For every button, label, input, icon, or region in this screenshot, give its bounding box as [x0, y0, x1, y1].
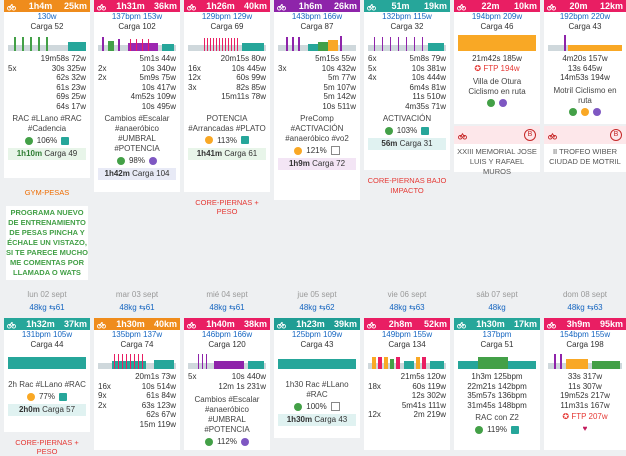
workout-chart: [548, 351, 622, 369]
event-card[interactable]: [544, 126, 626, 172]
duration: 2h8m: [388, 319, 413, 329]
interval-row: 19m52s 217w: [560, 391, 610, 400]
distance: 26km: [333, 1, 357, 11]
bike-icon: [187, 320, 196, 329]
day-header: lun 02 sept: [27, 290, 67, 299]
interval-row: 61s 23w: [56, 82, 86, 92]
distance: 52km: [423, 319, 447, 329]
heart-rate-icon: ⇆: [138, 303, 146, 312]
workout-chart: [548, 33, 622, 51]
intervals: [94, 54, 180, 111]
day-header: jue 05 sept: [297, 290, 337, 299]
metrics: 135bpm 137w: [111, 330, 163, 339]
ftp-icon: ✪: [474, 63, 482, 73]
metrics: 130w: [37, 12, 57, 21]
intervals: [454, 54, 540, 64]
compliance: [274, 402, 360, 411]
compliance-pct: 103%: [396, 126, 418, 135]
planned-summary: 1h42m Carga 104: [98, 168, 176, 180]
ftp-label: ✪ FTP 194w: [474, 63, 520, 73]
duration: 1h23m: [296, 319, 325, 329]
duration: 1h30m: [476, 319, 505, 329]
workout-note: 1h30 Rac #LLano #RAC: [285, 380, 349, 399]
interval-row: 5m1s 44w: [139, 54, 176, 63]
workout-card[interactable]: [94, 318, 180, 450]
warning-circle-icon: [581, 108, 589, 116]
interval-row: 11m31s 167w: [560, 400, 610, 410]
intervals: [544, 54, 626, 83]
ftp-label: ✪ FTP 207w: [562, 412, 608, 421]
interval-row: 5m41s 111w: [401, 400, 446, 410]
card-header: [544, 318, 626, 330]
verified-icon[interactable]: [149, 157, 157, 165]
event-header: [544, 126, 626, 144]
compliance: [454, 425, 540, 434]
carga: Carga 69: [210, 22, 244, 31]
interval-row: 6m4s 81w: [409, 82, 446, 92]
interval-row: 33s 317w: [567, 372, 603, 381]
carga: Carga 46: [480, 22, 514, 31]
card-header: [184, 318, 270, 330]
card-header: [544, 0, 626, 12]
card-header: [94, 318, 180, 330]
checkbox-icon[interactable]: [61, 137, 69, 145]
carga: Carga 87: [300, 22, 334, 31]
interval-row: 35m57s 136bpm: [467, 391, 527, 400]
compliance: [544, 424, 626, 433]
duration: 1h30m: [116, 319, 145, 329]
metrics: 154bpm 155w: [559, 330, 611, 339]
interval-row: 12x 2m 219w: [368, 410, 446, 419]
interval-row: 62s 32w: [56, 73, 86, 82]
race-card[interactable]: [544, 0, 626, 124]
workout-note: ACTIVACIÓN: [382, 114, 432, 123]
interval-row: 10s 417w: [141, 82, 176, 92]
compliance-pct: 119%: [487, 425, 507, 434]
workout-card[interactable]: [184, 0, 270, 192]
bike-icon: [457, 320, 466, 329]
carga: Carga 32: [390, 22, 424, 31]
metrics: 129bpm 129w: [201, 12, 253, 21]
carga: Carga 74: [120, 340, 154, 349]
duration: 1h40m: [206, 319, 235, 329]
weight-line: 48kg ⇆61: [209, 303, 245, 312]
interval-row: 15m 119w: [139, 419, 176, 429]
ftp-icon: ✪: [562, 412, 570, 421]
compliance-pct: 77%: [38, 392, 55, 401]
race-card[interactable]: [454, 0, 540, 124]
workout-card[interactable]: [274, 0, 360, 200]
bike-icon: [547, 2, 556, 11]
bike-icon: [277, 320, 286, 329]
interval-row: 16x 10s 514w: [98, 381, 176, 391]
interval-row: 6x 5m8s 79w: [368, 54, 446, 63]
workout-chart: [8, 351, 86, 369]
workout-chart: [278, 33, 356, 51]
workout-note: Motril Ciclismo en ruta: [553, 85, 617, 105]
event-card[interactable]: [454, 126, 540, 176]
workout-note: Villa de Otura Ciclismo en ruta: [468, 76, 526, 96]
checkbox-icon[interactable]: [59, 393, 67, 401]
card-header: [274, 0, 360, 12]
intervals: [184, 54, 270, 102]
interval-row: 3x 10s 432w: [278, 63, 356, 73]
check-circle-icon: [25, 137, 33, 145]
interval-row: 2x 5m9s 75w: [98, 73, 176, 82]
planned-summary: 56m Carga 31: [368, 138, 446, 150]
interval-row: 3x 82s 85w: [188, 82, 266, 92]
interval-row: 4x 10s 444w: [368, 73, 446, 82]
card-header: [454, 0, 540, 12]
intervals: [274, 54, 360, 111]
workout-card[interactable]: [94, 0, 180, 192]
compliance: [364, 126, 450, 135]
distance: 40km: [153, 319, 177, 329]
workout-note: RAC #LLano #RAC #Cadencia: [12, 114, 82, 133]
interval-row: 5x 10s 440w: [188, 372, 266, 381]
carga: Carga 198: [566, 340, 604, 349]
workout-note: POTENCIA #Arrancadas #PLATO: [188, 113, 266, 133]
distance: 12km: [599, 1, 623, 11]
weight-line: 48kg ⇆61: [119, 303, 155, 312]
workout-note: PreComp #ACTIVACIÓN #anaeróbico #vo2: [285, 114, 349, 143]
interval-row: 2x 10s 340w: [98, 63, 176, 73]
workout-chart: [368, 351, 446, 369]
carga: Carga 51: [480, 340, 514, 349]
compliance: [184, 437, 270, 446]
duration: 1h31m: [116, 1, 145, 11]
card-header: [94, 0, 180, 12]
workout-card[interactable]: [4, 0, 90, 178]
check-circle-icon: [385, 127, 393, 135]
duration: 1h6m: [298, 1, 323, 11]
interval-row: 2x 63s 123w: [98, 400, 176, 410]
bike-icon: [548, 131, 557, 140]
card-header: [274, 318, 360, 330]
bike-icon: [458, 131, 467, 140]
planned-summary: 1h41m Carga 61: [188, 148, 266, 160]
compliance: [454, 99, 540, 107]
interval-row: 15m11s 78w: [221, 92, 266, 101]
distance: 17km: [513, 319, 537, 329]
check-circle-icon: [205, 438, 213, 446]
distance: 37km: [63, 319, 87, 329]
distance: 19km: [423, 1, 447, 11]
compliance-pct: 121%: [306, 146, 327, 155]
interval-row: 20m1s 73w: [135, 372, 176, 381]
interval-row: 1h3m 125bpm: [471, 372, 523, 381]
distance: 25km: [63, 1, 87, 11]
check-circle-icon: [294, 403, 302, 411]
interval-row: 64s 17w: [56, 101, 86, 111]
interval-row: 12x 60s 99w: [188, 73, 266, 82]
core-tag[interactable]: CORE-PIERNAS BAJO IMPACTO: [367, 176, 447, 195]
duration: 1h32m: [26, 319, 55, 329]
event-name: II TROFEO WIBER CIUDAD DE MOTRIL: [549, 147, 621, 166]
workout-card[interactable]: [274, 318, 360, 438]
distance: 40km: [243, 1, 267, 11]
interval-row: 5m 77w: [327, 73, 356, 82]
duration: 20m: [569, 1, 588, 11]
interval-row: 10s 511w: [322, 101, 356, 111]
carga: Carga 134: [388, 340, 426, 349]
interval-row: 5m 107w: [323, 82, 356, 92]
day-header: mar 03 sept: [115, 290, 159, 299]
interval-row: 5m 142w: [323, 92, 356, 101]
intervals: [94, 372, 180, 429]
core-tag[interactable]: CORE-PIERNAS + PESO: [15, 438, 79, 456]
heart-icon: ♥: [582, 424, 588, 433]
compliance: [94, 156, 180, 165]
distance: 36km: [153, 1, 177, 11]
intervals: [184, 372, 270, 391]
workout-card[interactable]: [364, 0, 450, 170]
priority-b-icon: B: [610, 129, 622, 141]
distance: 38km: [243, 319, 267, 329]
compliance-pct: 98%: [128, 156, 145, 165]
interval-row: 19m58s 72w: [40, 54, 86, 63]
interval-row: 4m20s 157w: [562, 54, 608, 63]
card-header: [184, 0, 270, 12]
compliance: [4, 392, 90, 401]
card-header: [364, 318, 450, 330]
priority-b-icon: B: [524, 129, 536, 141]
intervals: [364, 54, 450, 111]
interval-row: 11s 510w: [412, 92, 446, 101]
weight-line: 48kg ⇆63: [389, 303, 425, 312]
interval-row: 62s 67w: [146, 410, 176, 419]
workout-chart: [458, 351, 536, 369]
intervals: [4, 54, 90, 111]
compliance: [184, 136, 270, 145]
duration: 22m: [481, 1, 500, 11]
check-circle-icon: [117, 157, 125, 165]
planned-summary: 1h9m Carga 72: [278, 158, 356, 170]
interval-row: 4m52s 109w: [130, 92, 176, 101]
interval-row: 11s 307w: [568, 381, 602, 391]
intervals: [544, 372, 626, 410]
metrics: 137bpm 153w: [111, 12, 163, 21]
workout-note: 2h Rac #LLano #RAC: [8, 380, 86, 389]
interval-row: 69s 25w: [56, 92, 86, 101]
compliance-pct: 106%: [36, 136, 58, 145]
bike-icon: [367, 320, 376, 329]
intervals: [454, 372, 540, 410]
workout-chart: [458, 33, 536, 51]
carga: Carga 43: [568, 22, 602, 31]
day-header: dom 08 sept: [562, 290, 608, 299]
card-header: [4, 0, 90, 12]
carga: Carga 44: [30, 340, 64, 349]
interval-row: 18x 60s 119w: [368, 381, 446, 391]
gym-tag[interactable]: GYM-PESAS: [24, 188, 70, 197]
day-header: mié 04 sept: [206, 290, 248, 299]
duration: 1h26m: [206, 1, 235, 11]
planned-summary: 2h0m Carga 57: [8, 404, 86, 416]
day-header: sáb 07 sept: [476, 290, 518, 299]
workout-note: RAC con Z2: [475, 413, 519, 422]
duration: 51m: [391, 1, 410, 11]
workout-note: Cambios #Escalar #anaeróbico #UMBRAL #POTENCIA: [194, 395, 260, 434]
workout-chart: [98, 351, 176, 369]
workout-card[interactable]: [544, 318, 626, 450]
checkbox-icon[interactable]: [511, 426, 519, 434]
heart-rate-icon: ⇆: [318, 303, 326, 312]
compliance: [544, 108, 626, 116]
heart-rate-icon: ⇆: [228, 303, 236, 312]
interval-row: 22m21s 142bpm: [467, 381, 527, 391]
card-header: [4, 318, 90, 330]
verified-icon[interactable]: [593, 108, 601, 116]
compliance-pct: 100%: [306, 402, 327, 411]
card-header: [454, 318, 540, 330]
weight-line: 48kg ⇆63: [567, 303, 603, 312]
day-header: vie 06 sept: [387, 290, 427, 299]
metrics: 192bpm 220w: [559, 12, 611, 21]
metrics: 125bpm 109w: [291, 330, 343, 339]
checkbox-icon[interactable]: [241, 136, 249, 144]
distance: 95km: [599, 319, 623, 329]
intervals: [364, 372, 450, 420]
duration: 3h9m: [566, 319, 591, 329]
heart-rate-icon: ⇆: [48, 303, 56, 312]
weight-line: 48kg ⇆62: [299, 303, 335, 312]
workout-chart: [368, 33, 446, 51]
checkbox-icon[interactable]: [331, 402, 340, 411]
interval-row: 31m45s 148bpm: [467, 400, 527, 410]
interval-row: 12s 302w: [411, 391, 446, 400]
check-circle-icon: [569, 108, 577, 116]
interval-row: 21m5s 120w: [400, 372, 446, 381]
compliance-pct: 113%: [217, 135, 237, 145]
interval-row: 16x 10s 445w: [188, 63, 266, 73]
metrics: 194bpm 209w: [471, 12, 523, 21]
verified-icon[interactable]: [499, 99, 507, 107]
workout-chart: [98, 33, 176, 51]
checkbox-icon[interactable]: [331, 146, 340, 155]
checkbox-icon[interactable]: [421, 127, 429, 135]
interval-row: 5x 30s 325w: [8, 63, 86, 73]
heart-rate-icon: ⇆: [408, 303, 416, 312]
event-header: [454, 126, 540, 144]
metrics: 149bpm 155w: [381, 330, 433, 339]
interval-row: 20m15s 80w: [220, 54, 266, 63]
bike-icon: [97, 2, 106, 11]
interval-row: 13s 645w: [567, 63, 603, 73]
interval-row: 5m15s 55w: [315, 54, 356, 63]
interval-row: 10s 495w: [141, 101, 176, 111]
event-name: XXIII MEMORIAL JOSE LUIS Y RAFAEL MUROS: [457, 147, 537, 176]
metrics: 137bpm: [482, 330, 512, 339]
interval-row: 14m53s 194w: [560, 73, 610, 82]
interval-row: 21m42s 185w: [472, 54, 522, 63]
bike-icon: [457, 2, 466, 11]
workout-card[interactable]: [364, 318, 450, 450]
distance: 39km: [333, 319, 357, 329]
bike-icon: [367, 2, 376, 11]
carga: Carga 102: [118, 22, 156, 31]
workout-chart: [188, 33, 266, 51]
planned-summary: 1h10m Carga 49: [8, 148, 86, 160]
card-header: [364, 0, 450, 12]
planned-summary: 1h30m Carga 43: [278, 414, 356, 426]
warning-circle-icon: [294, 147, 302, 155]
heart-rate-icon: ⇆: [586, 303, 594, 312]
workout-card[interactable]: [184, 318, 270, 450]
bike-icon: [7, 320, 16, 329]
check-circle-icon: [475, 426, 483, 434]
compliance-pct: 112%: [217, 437, 237, 446]
interval-row: 9x 61s 84w: [98, 391, 176, 400]
warning-circle-icon: [27, 393, 35, 401]
interval-row: 12m 1s 231w: [218, 381, 266, 391]
metrics: 131bpm 105w: [21, 330, 73, 339]
check-circle-icon: [487, 99, 495, 107]
distance: 10km: [513, 1, 537, 11]
program-note[interactable]: PROGRAMA NUEVO DE ENTRENAMIENTO DE PESAS PINCHA Y ÉCHALE UN VISTAZO, SI TE PARECE MUCHO ME COMENTAS POR LLAMADA O WATS: [6, 206, 88, 280]
verified-icon[interactable]: [241, 438, 249, 446]
metrics: 143bpm 166w: [291, 12, 343, 21]
warning-circle-icon: [205, 136, 213, 144]
bike-icon: [7, 2, 16, 11]
weight-line: 48kg ⇆61: [29, 303, 65, 312]
carga: Carga 52: [30, 22, 64, 31]
workout-note: Cambios #Escalar #anaeróbico #UMBRAL #POTENCIA: [104, 114, 170, 153]
workout-card[interactable]: [4, 318, 90, 432]
duration: 1h4m: [28, 1, 53, 11]
compliance: [4, 136, 90, 145]
workout-chart: [8, 33, 86, 51]
workout-chart: [278, 351, 356, 369]
workout-chart: [188, 351, 266, 369]
workout-card[interactable]: [454, 318, 540, 450]
carga: Carga 120: [208, 340, 246, 349]
interval-row: 4m35s 71w: [405, 101, 446, 111]
compliance: [274, 146, 360, 155]
metrics: 132bpm 115w: [382, 12, 432, 21]
bike-icon: [187, 2, 196, 11]
weight-line: 48kg: [488, 303, 506, 312]
interval-row: 5x 10s 381w: [368, 63, 446, 73]
bike-icon: [547, 320, 556, 329]
core-tag[interactable]: CORE-PIERNAS + PESO: [195, 198, 259, 216]
carga: Carga 43: [300, 340, 334, 349]
metrics: 146bpm 166w: [201, 330, 253, 339]
bike-icon: [277, 2, 286, 11]
bike-icon: [97, 320, 106, 329]
